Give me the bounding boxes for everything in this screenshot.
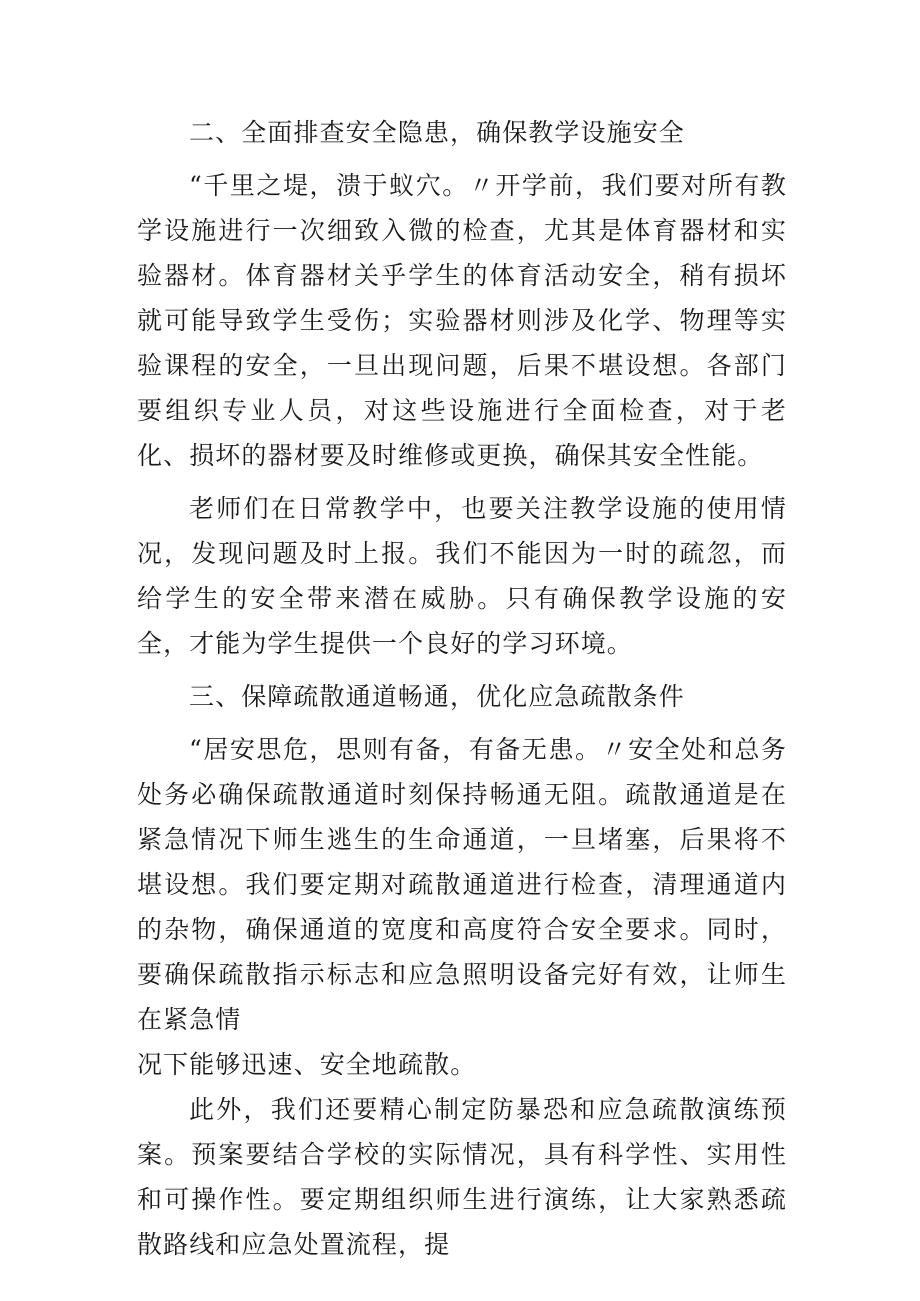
section2-paragraph-1: “千里之堤，溃于蚁穴。〃开学前，我们要对所有教学设施进行一次细致入微的检查，尤其是体育器材和实验器材。体育器材关乎学生的体育活动安全，稍有损坏就可能导致学生受伤；实验器材则涉及化学、物理等实验课程的安全，一旦出现问题，后果不堪设想。各部门要组织专业人员，对这些设施进行全面检查，对于老化、损坏的器材要及时维修或更换，确保其安全性能。 xyxy=(137,171,787,470)
document-body xyxy=(137,110,787,1267)
section3-paragraph-1: “居安思危，思则有备，有备无患。〃安全处和总务处务必确保疏散通道时刻保持畅通无阻。疏散通道是在紧急情况下师生逃生的生命通道，一旦堵塞，后果将不堪设想。我们要定期对疏散通道进行检查，清理通道内的杂物，确保通道的宽度和高度符合安全要求。同时，要确保疏散指示标志和应急照明设备完好有效，让师生在紧急情 xyxy=(137,735,787,1034)
section-heading-3: 三、保障疏散通道畅通，优化应急疏散条件 xyxy=(189,682,685,711)
section3-paragraph-1-continuation: 况下能够迅速、安全地疏散。 xyxy=(137,1050,477,1079)
section2-paragraph-2: 老师们在日常教学中，也要关注教学设施的使用情况，发现问题及时上报。我们不能因为一时的疏忽，而给学生的安全带来潜在威胁。只有确保教学设施的安全，才能为学生提供一个良好的学习环境。 xyxy=(137,494,787,658)
section-heading-2: 二、全面排查安全隐患，确保教学设施安全 xyxy=(189,118,685,147)
section3-paragraph-2: 此外，我们还要精心制定防暴恐和应急疏散演练预案。预案要结合学校的实际情况，具有科学性、实用性和可操作性。要定期组织师生进行演练，让大家熟悉疏散路线和应急处置流程，提 xyxy=(137,1095,787,1259)
